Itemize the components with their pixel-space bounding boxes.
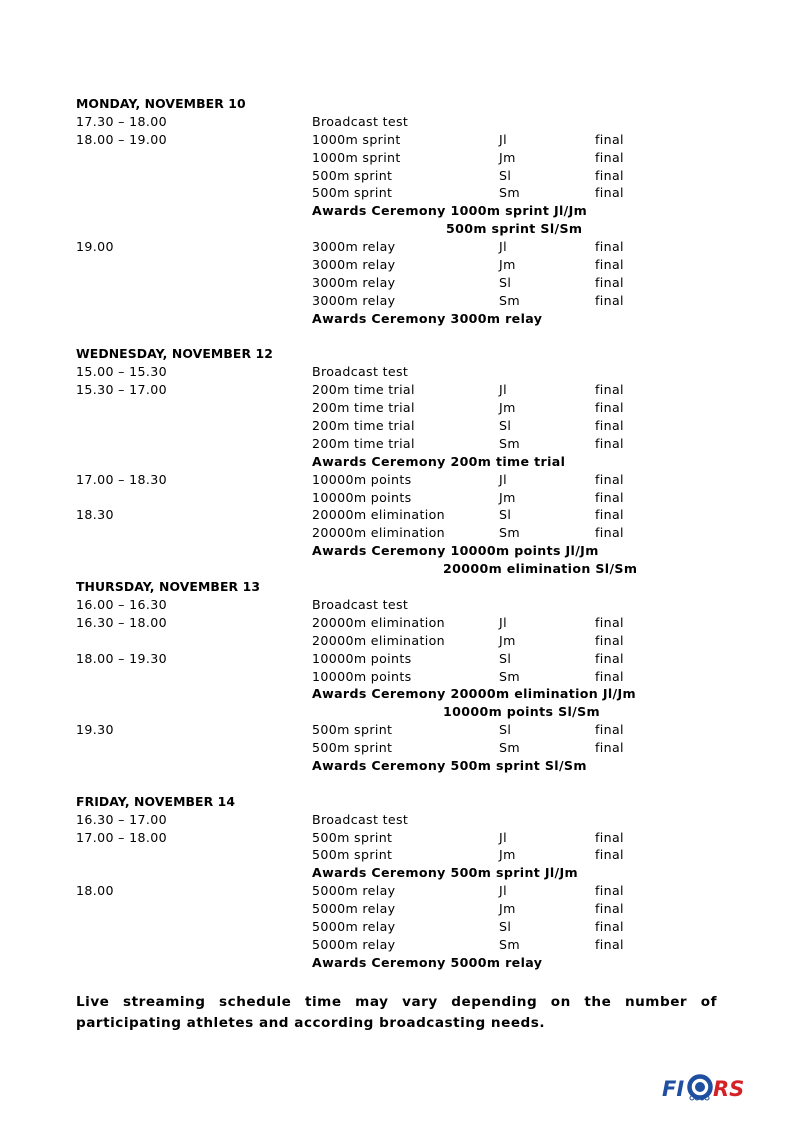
day-heading-wednesday: WEDNESDAY, NOVEMBER 12 [76,346,273,362]
schedule-row: 16.30 – 18.00 20000m elimination Jl final [76,614,624,630]
schedule-row: 17.00 – 18.30 10000m points Jl final [76,471,624,487]
schedule-row: 1000m sprint Jm final [312,149,624,165]
schedule [76,95,716,972]
spacer [76,328,716,346]
awards-ceremony-row: 20000m elimination Sl/Sm [443,561,638,577]
schedule-row: 20000m elimination Sm final [312,525,624,541]
schedule-row: 10000m points Sm final [312,668,624,684]
firs-logo [662,1072,762,1102]
schedule-row: 200m time trial Sm final [312,435,624,451]
schedule-row: 19.00 3000m relay Jl final [76,239,624,255]
spacer [76,775,716,793]
awards-ceremony-row: Awards Ceremony 200m time trial [312,453,566,469]
schedule-row: 5000m relay Sm final [312,936,624,952]
schedule-row: 15.30 – 17.00 200m time trial Jl final [76,382,624,398]
awards-ceremony-row: Awards Ceremony 1000m sprint Jl/Jm [312,203,588,219]
logo-letters-rs: RS [713,1077,745,1101]
awards-ceremony-row: 500m sprint Sl/Sm [446,221,583,237]
schedule-row: 17.30 – 18.00 Broadcast test [76,113,409,129]
schedule-row: 5000m relay Jm final [312,901,624,917]
schedule-row: 500m sprint Sm final [312,740,624,756]
schedule-row: 200m time trial Sl final [312,418,624,434]
schedule-row: 16.00 – 16.30 Broadcast test [76,596,409,612]
day-heading-friday: FRIDAY, NOVEMBER 14 [76,793,236,809]
awards-ceremony-row: Awards Ceremony 3000m relay [312,310,543,326]
awards-ceremony-row: 10000m points Sl/Sm [443,704,601,720]
schedule-row: 16.30 – 17.00 Broadcast test [76,811,409,827]
schedule-row: 3000m relay Sl final [312,274,624,290]
schedule-row: 500m sprint Sm final [312,185,624,201]
schedule-row: 500m sprint Jm final [312,847,624,863]
schedule-row: 18.00 – 19.30 10000m points Sl final [76,650,624,666]
schedule-row: 500m sprint Sl final [312,167,624,183]
schedule-row: 10000m points Jm final [312,489,624,505]
day-heading-monday: MONDAY, NOVEMBER 10 [76,96,246,111]
schedule-row: 18.00 – 19.00 1000m sprint Jl final [76,131,624,147]
streaming-note: Live streaming schedule time may vary depending on the number of participating athletes and according broadcasting needs. [76,994,717,1031]
schedule-row: 3000m relay Jm final [312,257,624,273]
schedule-row: 17.00 – 18.00 500m sprint Jl final [76,829,624,845]
schedule-row: 200m time trial Jm final [312,400,624,416]
schedule-row: 20000m elimination Jm final [312,632,624,648]
schedule-row: 18.30 20000m elimination Sl final [76,507,624,523]
awards-ceremony-row: Awards Ceremony 10000m points Jl/Jm [312,543,599,559]
logo-letters-fi: FI [662,1077,685,1101]
schedule-row: 15.00 – 15.30 Broadcast test [76,364,409,380]
logo-globe-core [695,1082,705,1092]
awards-ceremony-row: Awards Ceremony 20000m elimination Jl/Jm [312,686,637,702]
schedule-row: 5000m relay Sl final [312,918,624,934]
day-heading-thursday: THURSDAY, NOVEMBER 13 [76,579,261,595]
awards-ceremony-row: Awards Ceremony 500m sprint Jl/Jm [312,865,579,881]
firs-logo-icon [662,1072,762,1102]
schedule-row: 19.30 500m sprint Sl final [76,722,624,738]
awards-ceremony-row: Awards Ceremony 5000m relay [312,954,543,970]
schedule-row: 18.00 5000m relay Jl final [76,883,624,899]
schedule-row: 3000m relay Sm final [312,292,624,308]
awards-ceremony-row: Awards Ceremony 500m sprint Sl/Sm [312,757,587,773]
